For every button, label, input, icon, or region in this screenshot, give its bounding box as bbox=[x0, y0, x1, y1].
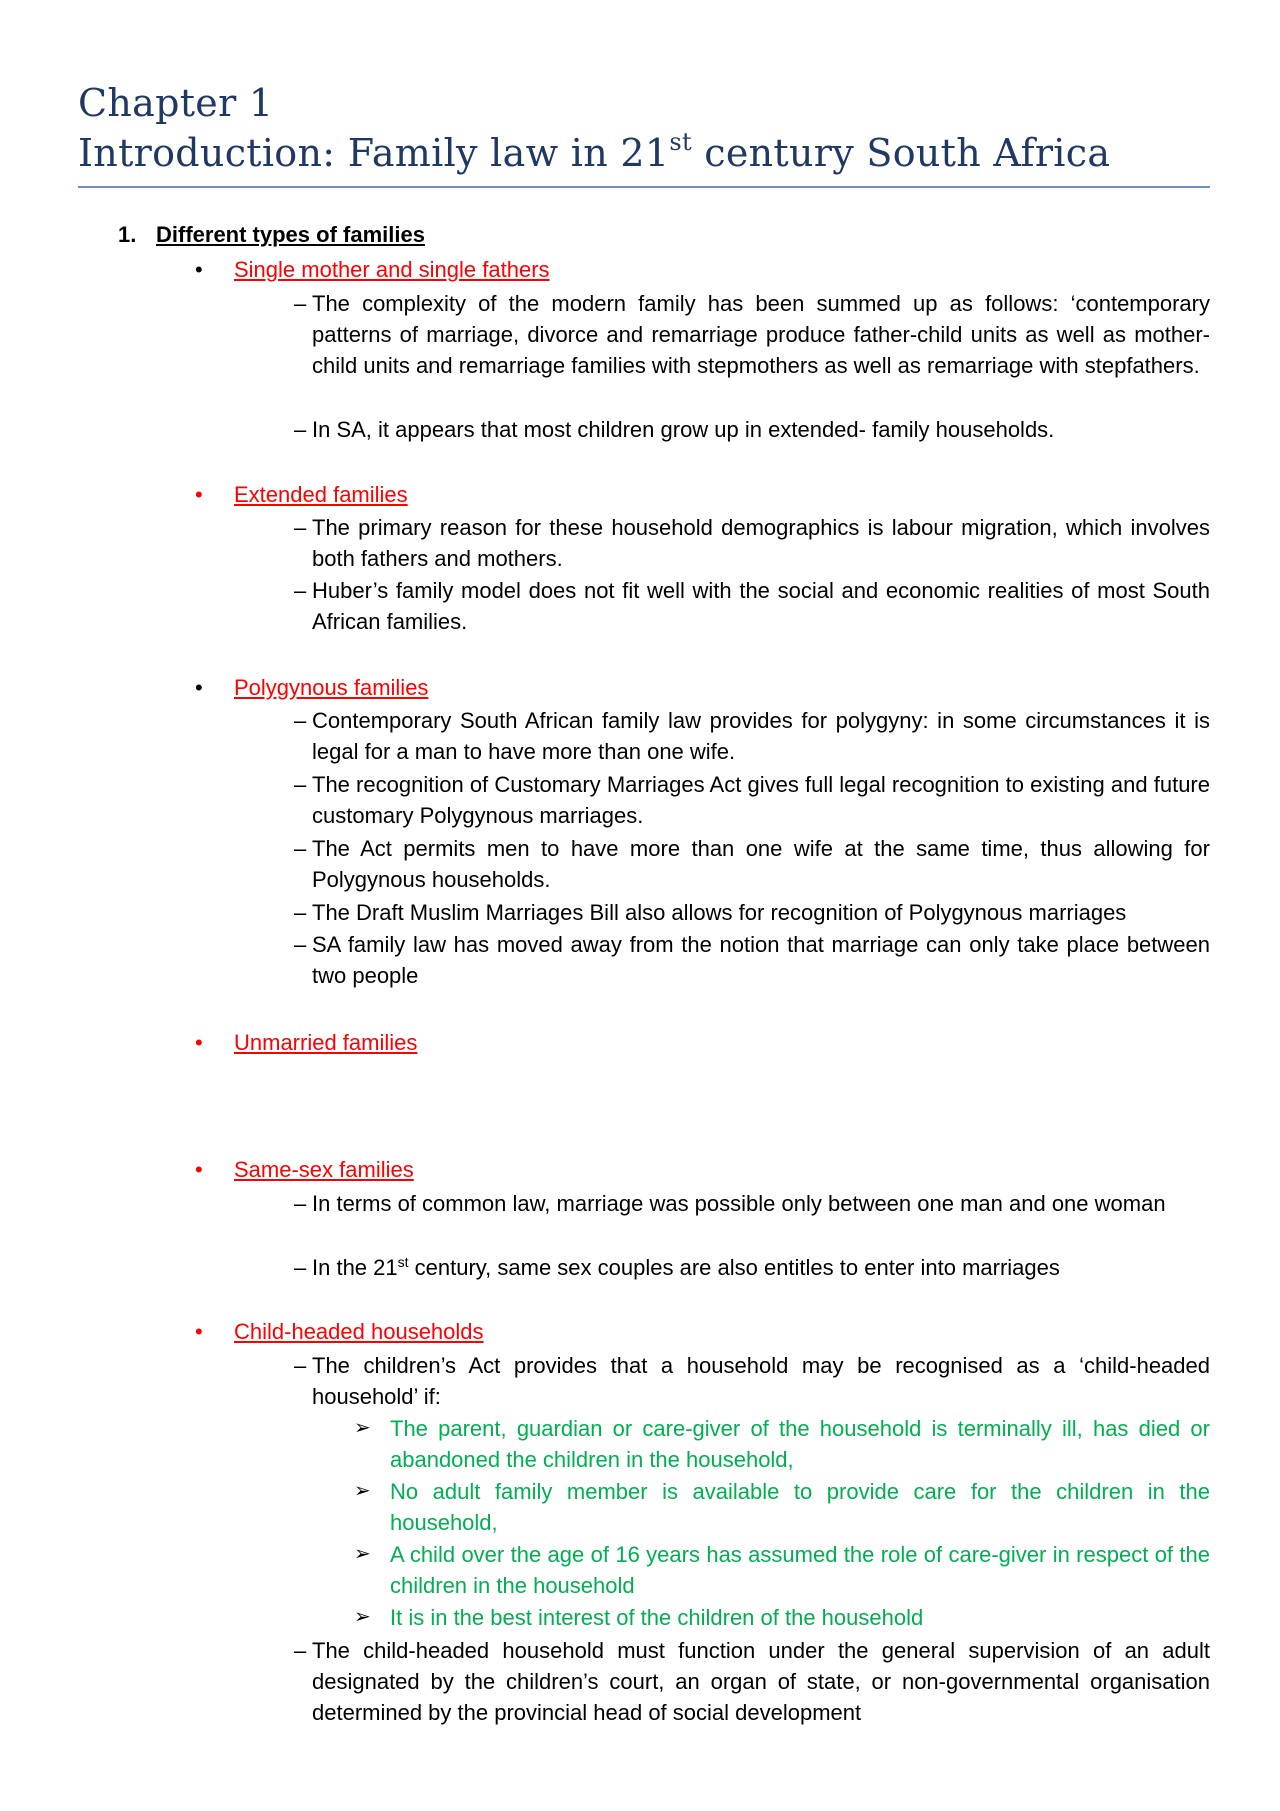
list-item: – In SA, it appears that most children grow up in extended- family households. bbox=[294, 414, 1210, 445]
bullet-label: Single mother and single fathers bbox=[234, 257, 550, 282]
condition-item: ➢ The parent, guardian or care-giver of the household is terminally ill, has died or abandoned the children in the household, bbox=[354, 1413, 1210, 1475]
list-item: – The Act permits men to have more than one wife at the same time, thus allowing for Polygynous households. bbox=[294, 833, 1210, 895]
bullet-label: Unmarried families bbox=[234, 1030, 418, 1055]
arrow-bullet-icon: ➢ bbox=[354, 1417, 371, 1439]
list-item: – Huber’s family model does not fit well with the social and economic realities of most South African families. bbox=[294, 575, 1210, 637]
bullet-label: Child-headed households bbox=[234, 1319, 484, 1344]
list-item: – The complexity of the modern family has been summed up as follows: ‘contemporary patterns of marriage, divorce and remarriage produce father-child units as well as mother-child units and remarriage families with stepmothers as well as remarriage with stepfathers. bbox=[294, 288, 1210, 381]
bullet-icon: • bbox=[195, 675, 203, 700]
bullet-icon: • bbox=[195, 257, 203, 282]
section-heading bbox=[118, 222, 425, 248]
chapter-label: Chapter 1 bbox=[78, 81, 274, 125]
section-number: 1. bbox=[118, 222, 137, 247]
list-item: – The recognition of Customary Marriages Act gives full legal recognition to existing and future customary Polygynous marriages. bbox=[294, 769, 1210, 831]
chapter-title: Introduction: Family law in 21st century South Africa bbox=[78, 128, 1111, 175]
title-divider bbox=[78, 186, 1210, 188]
dash-icon: – bbox=[294, 417, 307, 442]
bullet-label: Polygynous families bbox=[234, 675, 429, 700]
dash-icon: – bbox=[294, 708, 307, 733]
bullet-icon: • bbox=[195, 1157, 203, 1182]
dash-icon: – bbox=[294, 836, 307, 861]
bullet-label: Extended families bbox=[234, 482, 408, 507]
dash-icon: – bbox=[294, 291, 307, 316]
condition-item: ➢ It is in the best interest of the children of the household bbox=[354, 1602, 1210, 1633]
arrow-bullet-icon: ➢ bbox=[354, 1543, 371, 1565]
bullet-icon: • bbox=[195, 482, 203, 507]
dash-icon: – bbox=[294, 1353, 307, 1378]
list-item: – The primary reason for these household demographics is labour migration, which involves both fathers and mothers. bbox=[294, 512, 1210, 574]
dash-icon: – bbox=[294, 1191, 307, 1216]
list-item: – SA family law has moved away from the notion that marriage can only take place between two people bbox=[294, 929, 1210, 991]
list-item: – The child-headed household must function under the general supervision of an adult designated by the children’s court, an organ of state, or non-governmental organisation determined by the provincial head of social development bbox=[294, 1635, 1210, 1728]
bullet-icon: • bbox=[195, 1319, 203, 1344]
list-item: – Contemporary South African family law provides for polygyny: in some circumstances it is legal for a man to have more than one wife. bbox=[294, 705, 1210, 767]
list-item: – In the 21st century, same sex couples are also entitles to enter into marriages bbox=[294, 1252, 1210, 1283]
condition-item: ➢ A child over the age of 16 years has assumed the role of care-giver in respect of the children in the household bbox=[354, 1539, 1210, 1601]
chapter-heading bbox=[78, 78, 1210, 178]
list-item: – The children’s Act provides that a household may be recognised as a ‘child-headed household’ if: bbox=[294, 1350, 1210, 1412]
arrow-bullet-icon: ➢ bbox=[354, 1606, 371, 1628]
arrow-bullet-icon: ➢ bbox=[354, 1480, 371, 1502]
dash-icon: – bbox=[294, 578, 307, 603]
list-item: – The Draft Muslim Marriages Bill also allows for recognition of Polygynous marriages bbox=[294, 897, 1210, 928]
list-item: – In terms of common law, marriage was possible only between one man and one woman bbox=[294, 1188, 1210, 1219]
dash-icon: – bbox=[294, 932, 307, 957]
section-label: Different types of families bbox=[156, 222, 425, 247]
condition-item: ➢ No adult family member is available to provide care for the children in the household, bbox=[354, 1476, 1210, 1538]
bullet-icon: • bbox=[195, 1030, 203, 1055]
dash-icon: – bbox=[294, 515, 307, 540]
dash-icon: – bbox=[294, 900, 307, 925]
dash-icon: – bbox=[294, 1638, 307, 1663]
dash-icon: – bbox=[294, 1255, 307, 1280]
bullet-label: Same-sex families bbox=[234, 1157, 414, 1182]
dash-icon: – bbox=[294, 772, 307, 797]
